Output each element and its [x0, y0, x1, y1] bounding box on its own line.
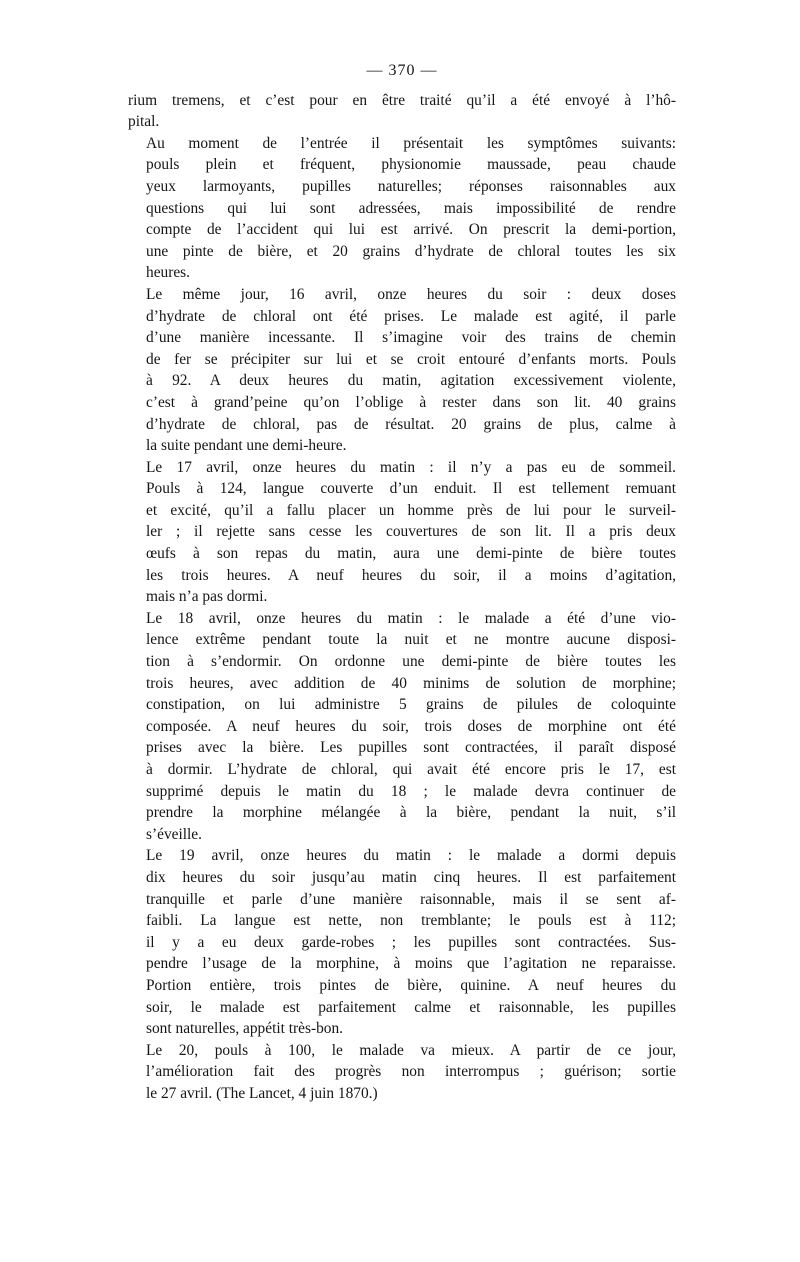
text-line: rium tremens, et c’est pour en être traité qu’il a été envoyé à l’hô-: [128, 91, 676, 109]
paragraph: [128, 133, 676, 284]
paragraph: [128, 608, 676, 846]
text-line: trois heures, avec addition de 40 minims de solution de morphine;: [146, 674, 676, 692]
text-line: œufs à son repas du matin, aura une demi-pinte de bière toutes: [146, 545, 676, 563]
text-line: Le 17 avril, onze heures du matin : il n’y a pas eu de sommeil.: [146, 458, 676, 476]
paragraph: [128, 90, 676, 133]
text-line: la suite pendant une demi-heure.: [146, 437, 347, 455]
text-line: à dormir. L’hydrate de chloral, qui avait été encore pris le 17, est: [146, 761, 676, 778]
text-line: une pinte de bière, et 20 grains d’hydrate de chloral toutes les six: [146, 242, 676, 260]
text-line: à 92. A deux heures du matin, agitation excessivement violente,: [146, 372, 676, 390]
text-line: questions qui lui sont adressées, mais impossibilité de rendre: [146, 199, 676, 217]
text-line: pendre l’usage de la morphine, à moins que l’agitation ne reparaisse.: [146, 955, 676, 973]
text-line: Au moment de l’entrée il présentait les symptômes suivants:: [146, 134, 676, 152]
text-line: il y a eu deux garde-robes ; les pupilles sont contractées. Sus-: [146, 933, 676, 951]
text-line: c’est à grand’peine qu’on l’oblige à rester dans son lit. 40 grains: [146, 393, 676, 411]
text-line: soir, le malade est parfaitement calme et raisonnable, les pupilles: [146, 998, 676, 1016]
text-line: d’hydrate de chloral ont été prises. Le malade est agité, il parle: [146, 307, 676, 325]
text-line: constipation, on lui administre 5 grains de pilules de coloquinte: [146, 696, 676, 714]
text-line: mais n’a pas dormi.: [146, 588, 268, 606]
text-line: l’amélioration fait des progrès non interrompus ; guérison; sortie: [146, 1063, 676, 1081]
text-line: Le 18 avril, onze heures du matin : le malade a été d’une vio-: [146, 609, 676, 627]
text-line: compte de l’accident qui lui est arrivé. On prescrit la demi-portion,: [146, 221, 676, 239]
paragraph: [128, 1040, 676, 1105]
text-line: yeux larmoyants, pupilles naturelles; réponses raisonnables aux: [146, 177, 676, 195]
paragraph: [128, 845, 676, 1039]
text-line: pital.: [128, 113, 160, 131]
text-line: sont naturelles, appétit très-bon.: [146, 1020, 344, 1038]
page-number: — 370 —: [366, 62, 438, 79]
text-line: faibli. La langue est nette, non tremblante; le pouls est à 112;: [146, 912, 676, 930]
text-line: heures.: [146, 264, 191, 282]
text-line: le 27 avril. (The Lancet, 4 juin 1870.): [146, 1084, 378, 1102]
text-line: et excité, qu’il a fallu placer un homme près de lui pour le surveil-: [146, 501, 676, 519]
text-line: Le 20, pouls à 100, le malade va mieux. A partir de ce jour,: [146, 1041, 676, 1059]
paragraph: [128, 457, 676, 608]
text-line: les trois heures. A neuf heures du soir, il a moins d’agitation,: [146, 566, 676, 584]
page-body: [128, 60, 676, 1105]
text-line: d’hydrate de chloral, pas de résultat. 20 grains de plus, calme à: [146, 415, 676, 433]
text-line: Le 19 avril, onze heures du matin : le malade a dormi depuis: [146, 847, 676, 865]
text-body: [128, 90, 676, 1105]
text-line: dix heures du soir jusqu’au matin cinq heures. Il est parfaitement: [146, 868, 676, 886]
text-line: d’une manière incessante. Il s’imagine voir des trains de chemin: [146, 329, 676, 347]
text-line: Le même jour, 16 avril, onze heures du soir : deux doses: [146, 285, 676, 303]
text-line: tranquille et parle d’une manière raisonnable, mais il se sent af-: [146, 890, 676, 908]
text-line: Pouls à 124, langue couverte d’un enduit. Il est tellement remuant: [146, 480, 676, 498]
text-line: ler ; il rejette sans cesse les couvertures de son lit. Il a pris deux: [146, 523, 676, 541]
text-line: s’éveille.: [146, 825, 202, 843]
text-line: pouls plein et fréquent, physionomie maussade, peau chaude: [146, 156, 676, 174]
text-line: supprimé depuis le matin du 18 ; le malade devra continuer de: [146, 782, 676, 800]
text-line: de fer se précipiter sur lui et se croit entouré d’enfants morts. Pouls: [146, 350, 676, 368]
text-line: lence extrême pendant toute la nuit et ne montre aucune disposi-: [146, 631, 676, 649]
text-line: tion à s’endormir. On ordonne une demi-pinte de bière toutes les: [146, 653, 676, 671]
paragraph: [128, 284, 676, 457]
text-line: prendre la morphine mélangée à la bière, pendant la nuit, s’il: [146, 804, 676, 822]
text-line: prises avec la bière. Les pupilles sont contractées, il paraît disposé: [146, 739, 676, 757]
text-line: composée. A neuf heures du soir, trois doses de morphine ont été: [146, 717, 676, 735]
text-line: Portion entière, trois pintes de bière, quinine. A neuf heures du: [146, 976, 676, 994]
